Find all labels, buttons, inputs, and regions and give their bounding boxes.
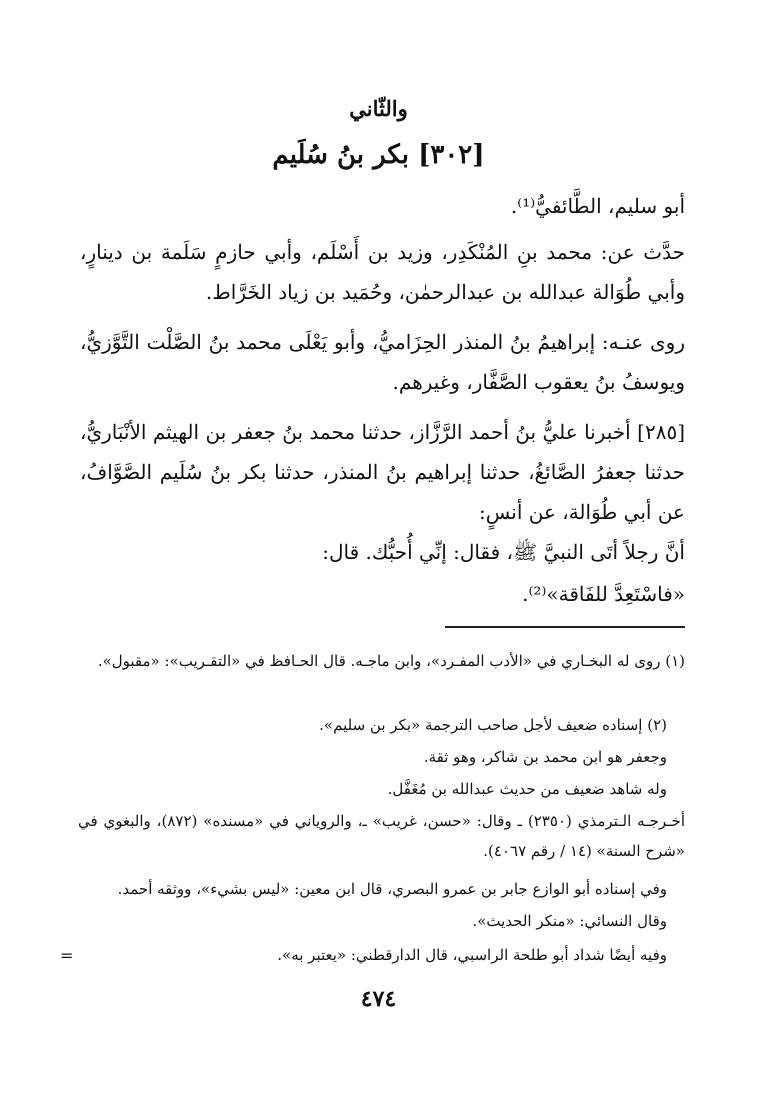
footnote-2: (٢) إسناده ضعيف لأجل صاحب الترجمة «بكر بن سليم».: [319, 716, 667, 734]
teachers-paragraph: حدَّث عن: محمد بنِ المُنْكَدِر، وزيد بن أَسْلَم، وأبي حازمٍ سَلَمة بن دينارٍ، وأبي طُوَالة عبدالله بن عبدالرحمٰن، وحُمَيد بن زياد الخَرَّاط.: [80, 240, 685, 304]
footnote-2-line-7: وفيه أيضًا شداد أبو طلحة الراسبي، قال الدارقطني: «يعتبر به».: [277, 946, 667, 964]
footnote-1: (١) روى له البخـاري في «الأدب المفـرد»، وابن ماجـه. قال الحـافظ في «التقـريب»: «مقبول».: [97, 652, 685, 670]
footnote-2-line-6: وقال النسائي: «منكر الحديث».: [472, 912, 667, 930]
footnote-separator: [445, 626, 685, 628]
footnote-2-line-4: أخـرجـه الـترمذي (٢٣٥٠) ـ وقال: «حسن، غريب» ـ، والروياني في «مسنده» (٨٧٢)، والبغوي في «شرح السنة» (١٤ / رقم ٤٠٦٧).: [78, 812, 685, 860]
footnote-2-line-2: وجعفر هو ابن محمد بن شاكر، وهو ثقة.: [423, 748, 667, 766]
continuation-mark: =: [60, 946, 74, 965]
isnad-paragraph: [٢٨٥] أخبرنا عليُّ بنُ أحمد الرَّزَّاز، حدثنا محمد بنُ جعفر بن الهيثم الأنْبَاريُّ، حدثنا جعفرُ الصَّائغُ، حدثنا إبراهيم بنُ المنذر، حدثنا بكر بنُ سُلَيم الصَّوَّافُ، عن أبي طُوَالة، عن أنسٍ:: [80, 420, 685, 524]
footnote-2-line-3: وله شاهد ضعيف من حديث عبدالله بن مُغَفَّل.: [387, 780, 667, 798]
entry-title: [٣٠٢] بكر بنُ سُلَيم: [272, 140, 485, 170]
section-label: والثّاني: [349, 96, 408, 121]
hadith-quote: «فاسْتَعِدَّ للفَاقة»⁽²⁾.: [522, 582, 685, 606]
page-number: ٤٧٤: [360, 986, 397, 1012]
footnote-2-line-5: وفي إسناده أبو الوازع جابر بن عمرو البصري، قال ابن معين: «ليس بشيء»، ووثقه أحمد.: [117, 880, 667, 898]
narrator-kunya: أبو سليم، الطَّائفيُّ⁽¹⁾.: [510, 194, 685, 218]
hadith-matn: أنَّ رجلاً أتَى النبيَّ ﷺ، فقال: إنِّي أُحبُّك. قال:: [322, 540, 685, 564]
students-paragraph: روى عنـه: إبراهيمُ بنُ المنذر الحِزَاميُّ، وأبو يَعْلَى محمد بنُ الصَّلْت التَّوَّزيُّ، ويوسفُ بنُ يعقوب الصَّفَّار، وغيرهم.: [80, 330, 685, 394]
